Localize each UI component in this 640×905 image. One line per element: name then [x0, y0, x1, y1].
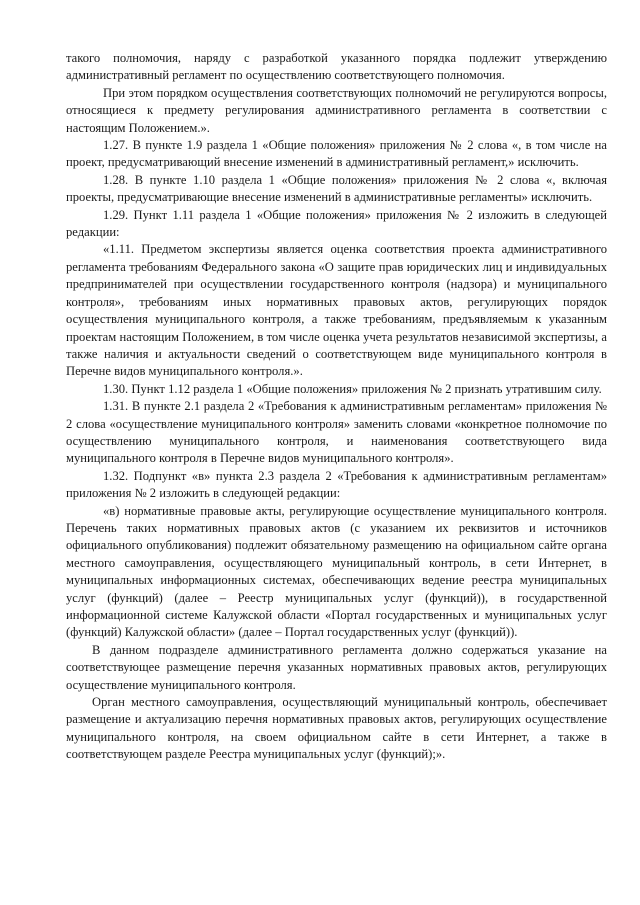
paragraph-item-1-29: 1.29. Пункт 1.11 раздела 1 «Общие положения» приложения № 2 изложить в следующей редакции:	[66, 207, 607, 240]
paragraph-item-1-32: 1.32. Подпункт «в» пункта 2.3 раздела 2 «Требования к административным регламентам» приложения № 2 изложить в следующей редакции:	[66, 468, 607, 501]
paragraph-item-1-30: 1.30. Пункт 1.12 раздела 1 «Общие положения» приложения № 2 признать утратившим силу.	[103, 381, 602, 396]
paragraph-continuation: такого полномочия, наряду с разработкой указанного порядка подлежит утверждению административный регламент по осуществлению соответствующего полномочия.	[66, 51, 607, 83]
paragraph-subitem-v: «в) нормативные правовые акты, регулирующие осуществление муниципального контроля. Перечень таких нормативных правовых актов (с указанием их реквизитов и источников официального опубликования) подлежит обязательному размещению на официальном сайте органа местного самоуправления, осуществляющего муниципальный контроль, в сети Интернет, в муниципальных информационных системах, обеспечивающих ведение реестра муниципальных услуг (функций) (далее – Реестр муниципальных услуг (функций)), в государственной информационной системе Калужской области «Портал государственных и муниципальных услуг (функций) Калужской области» (далее – Портал государственных услуг (функций)).	[66, 503, 607, 640]
document-body	[66, 50, 607, 764]
paragraph-item-1-28: 1.28. В пункте 1.10 раздела 1 «Общие положения» приложения № 2 слова «, включая проекты, предусматривающие внесение изменений в административные регламенты» исключить.	[66, 172, 607, 205]
paragraph-regulation-note: При этом порядком осуществления соответствующих полномочий не регулируются вопросы, относящиеся к предмету регулирования административного регламента в соответствии с настоящим Положением.».	[66, 85, 607, 135]
paragraph-item-1-11-text: «1.11. Предметом экспертизы является оценка соответствия проекта административного регламента требованиям Федерального закона «О защите прав юридических лиц и индивидуальных предпринимателей при осуществлении государственного контроля (надзора) и муниципального контроля», требованиям иных нормативных правовых актов, регулирующих порядок осуществления муниципального контроля, а также требованиям, предъявляемым к указанным проектам настоящим Положением, в том числе оценка учета результатов независимой экспертизы, а также наличия и актуальности сведений о соответствующем виде муниципального контроля в Перечне видов муниципального контроля.».	[66, 242, 607, 379]
paragraph-authority-duties: Орган местного самоуправления, осуществляющий муниципальный контроль, обеспечивает размещение и актуализацию перечня нормативных правовых актов, регулирующих осуществление муниципального контроля, на своем официальном сайте в сети Интернет, а также в соответствующем разделе Реестра муниципальных услуг (функций);».	[66, 695, 607, 762]
paragraph-item-1-31: 1.31. В пункте 2.1 раздела 2 «Требования к административным регламентам» приложения № 2 слова «осуществление муниципального контроля» заменить словами «конкретное полномочие по осуществлению муниципального контроля, и наименования соответствующего вида муниципального контроля в Перечне видов муниципального контроля».	[66, 399, 607, 466]
paragraph-item-1-27: 1.27. В пункте 1.9 раздела 1 «Общие положения» приложения № 2 слова «, в том числе на проект, предусматривающий внесение изменений в административный регламент,» исключить.	[66, 138, 607, 170]
paragraph-subsection-note: В данном подразделе административного регламента должно содержаться указание на соответствующее размещение перечня указанных нормативных правовых актов, регулирующих осуществление муниципального контроля.	[66, 642, 607, 692]
